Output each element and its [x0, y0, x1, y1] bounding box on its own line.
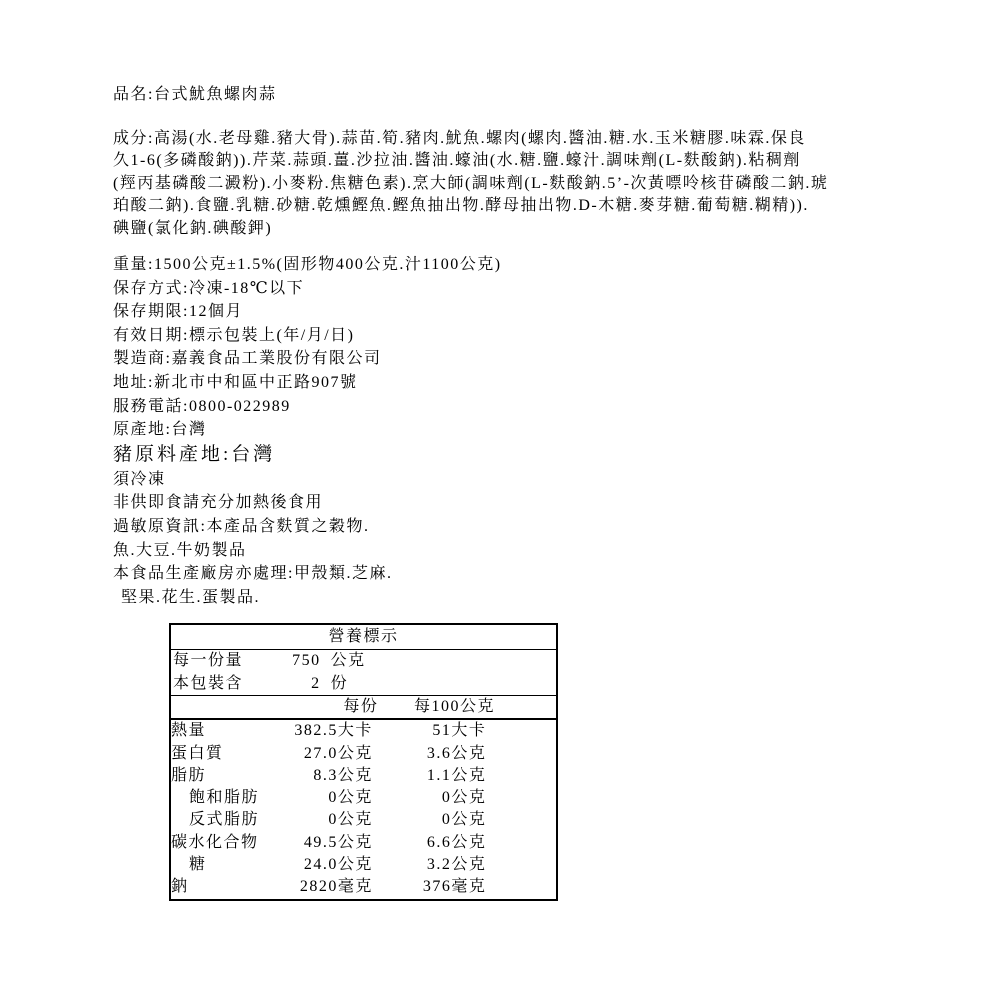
nutrition-table	[169, 623, 558, 900]
nutrient-label: 飽和脂肪	[189, 789, 260, 807]
servings-per-pack-label: 本包裝含	[170, 673, 283, 696]
nutrient-unit: 公克	[451, 744, 487, 762]
nutrient-unit: 公克	[337, 811, 373, 829]
nutrient-value-per-serving: 49.5	[303, 833, 338, 851]
notes-block	[113, 468, 913, 610]
nutrient-unit: 公克	[451, 833, 487, 851]
nutrient-unit: 大卡	[337, 722, 373, 740]
nutrient-label: 反式脂肪	[189, 811, 260, 829]
ingredients-block	[113, 128, 913, 241]
nutrient-value-per-100g: 3.2	[426, 855, 452, 873]
allergen-info-line: 魚.大豆.牛奶製品	[113, 541, 247, 559]
nutrient-row-sodium	[170, 876, 557, 899]
heating-note-line: 非供即食請充分加熱後食用	[113, 494, 324, 512]
nutrient-unit: 毫克	[337, 878, 373, 896]
product-label-page	[113, 84, 913, 901]
nutrient-unit: 毫克	[451, 878, 487, 896]
nutrient-label: 糖	[189, 855, 207, 873]
serving-size-label: 每一份量	[173, 652, 244, 670]
nutrient-row-trans-fat	[170, 809, 557, 831]
nutrient-value-per-serving: 0	[328, 811, 338, 829]
nutrient-unit: 公克	[337, 855, 373, 873]
nutrient-unit: 公克	[337, 744, 373, 762]
nutrient-value-per-100g: 376	[422, 878, 452, 896]
servings-per-pack-row	[170, 673, 557, 696]
ingredients-line: 珀酸二鈉).食鹽.乳糖.砂糖.乾燻鰹魚.鰹魚抽出物.酵母抽出物.D-木糖.麥芽糖.葡萄糖.糊精)).	[113, 197, 809, 214]
nutrient-value-per-100g: 6.6	[426, 833, 452, 851]
nutrient-value-per-serving: 0	[328, 789, 338, 807]
address-line: 地址:新北市中和區中正路907號	[113, 373, 358, 391]
servings-per-pack-unit: 份	[330, 674, 349, 692]
nutrient-unit: 公克	[337, 766, 373, 784]
nutrition-column-header-row	[170, 695, 557, 719]
nutrient-value-per-serving: 382.5	[294, 722, 338, 740]
keep-frozen-line: 須冷凍	[113, 470, 166, 488]
nutrient-value-per-100g: 3.6	[426, 744, 452, 762]
ingredients-line: 成分:高湯(水.老母雞.豬大骨).蒜苗.筍.豬肉.魷魚.螺肉(螺肉.醬油.糖.水.玉米糖膠.味霖.保良	[113, 129, 806, 147]
nutrient-value-per-serving: 27.0	[303, 744, 338, 762]
nutrient-row-sugar	[170, 854, 557, 876]
nutrient-value-per-100g: 0	[441, 789, 452, 807]
nutrient-value-per-100g: 0	[441, 811, 452, 829]
nutrient-unit: 大卡	[451, 722, 487, 740]
nutrient-value-per-serving: 8.3	[313, 766, 338, 784]
facility-note-line: 堅果.花生.蛋製品.	[121, 588, 261, 606]
servings-per-pack-value: 2	[311, 674, 321, 692]
weight-line: 重量:1500公克±1.5%(固形物400公克.汁1100公克)	[113, 256, 502, 273]
nutrient-label: 蛋白質	[171, 744, 224, 762]
nutrient-row-carbohydrate	[170, 832, 557, 854]
ingredients-line: 碘鹽(氯化鈉.碘酸鉀)	[113, 219, 273, 237]
nutrient-row-saturated-fat	[170, 787, 557, 809]
expiry-date-line: 有效日期:標示包裝上(年/月/日)	[113, 326, 355, 344]
ingredients-line: (羥丙基磷酸二澱粉).小麥粉.焦糖色素).烹大師(調味劑(L-麩酸鈉.5’-次黃嘌呤核苷磷酸二鈉.琥	[113, 174, 829, 192]
nutrient-value-per-100g: 1.1	[426, 766, 452, 784]
facility-note-line: 本食品生產廠房亦處理:甲殼類.芝麻.	[113, 565, 393, 583]
column-header-per-100g: 每100公克	[393, 695, 557, 719]
nutrient-label: 脂肪	[171, 766, 207, 784]
product-name: 品名:台式魷魚螺肉蒜	[113, 86, 277, 103]
nutrition-title: 營養標示	[170, 624, 557, 650]
storage-method-line: 保存方式:冷凍-18℃以下	[113, 279, 305, 297]
ingredients-line: 久1-6(多磷酸鈉)).芹菜.蒜頭.薑.沙拉油.醬油.蠔油(水.糖.鹽.蠔汁.調味劑(L-麩酸鈉).粘稠劑	[113, 152, 801, 169]
nutrient-row-protein	[170, 743, 557, 765]
nutrient-value-per-100g: 51	[432, 722, 452, 740]
column-header-per-serving: 每份	[283, 695, 394, 719]
serving-size-value: 750	[292, 652, 321, 670]
nutrient-unit: 公克	[337, 833, 373, 851]
nutrient-label: 熱量	[171, 722, 207, 740]
nutrient-unit: 公克	[451, 766, 487, 784]
serving-size-unit: 公克	[330, 652, 366, 670]
pork-origin-line: 豬原料產地:台灣	[113, 443, 276, 465]
nutrient-value-per-serving: 2820	[299, 878, 338, 896]
nutrient-unit: 公克	[451, 811, 487, 829]
service-phone-line: 服務電話:0800-022989	[113, 397, 291, 415]
serving-size-row	[170, 650, 557, 673]
shelf-life-line: 保存期限:12個月	[113, 303, 243, 321]
origin-line: 原產地:台灣	[113, 421, 207, 439]
manufacturer-line: 製造商:嘉義食品工業股份有限公司	[113, 350, 382, 368]
nutrient-value-per-serving: 24.0	[303, 855, 338, 873]
nutrient-label: 碳水化合物	[171, 833, 259, 851]
nutrient-row-calories	[170, 719, 557, 742]
nutrient-row-fat	[170, 765, 557, 787]
nutrient-label: 鈉	[171, 878, 189, 896]
allergen-info-line: 過敏原資訊:本產品含麩質之穀物.	[113, 517, 370, 535]
nutrient-unit: 公克	[337, 789, 373, 807]
nutrition-title-row	[170, 624, 557, 650]
nutrient-unit: 公克	[451, 789, 487, 807]
product-info-block	[113, 253, 913, 442]
nutrient-unit: 公克	[451, 855, 487, 873]
